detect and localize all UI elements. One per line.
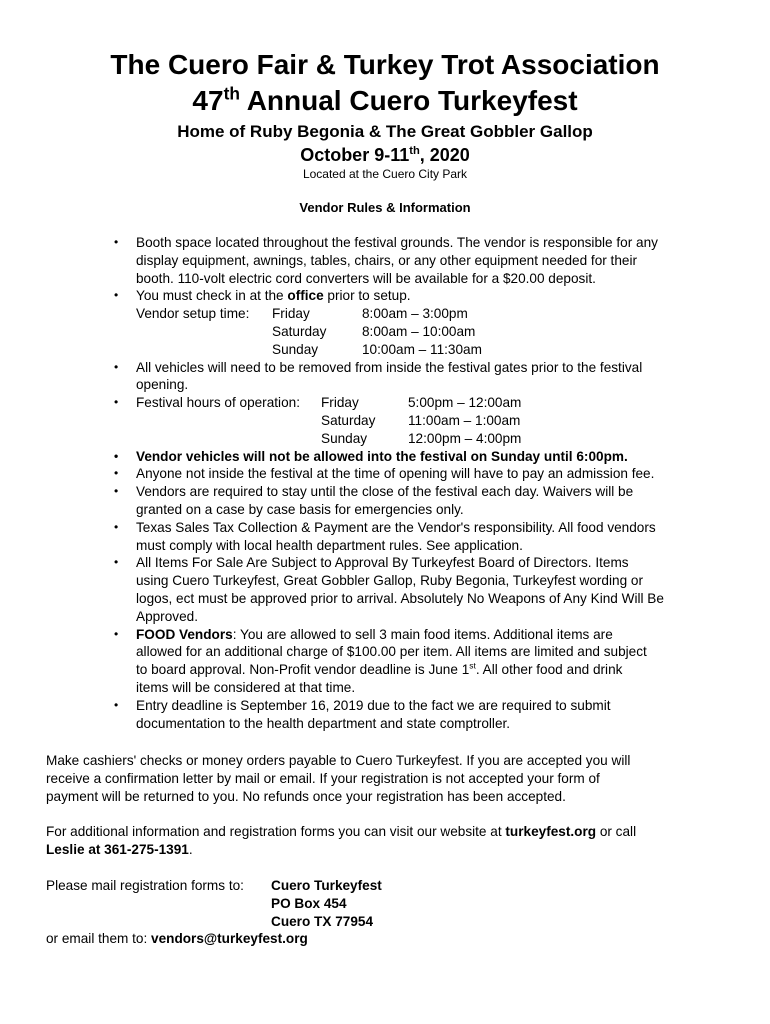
- spacer: [136, 412, 321, 430]
- rule-line: All vehicles will need to be removed from inside the festival gates prior to the festival: [136, 359, 643, 375]
- bullet-icon: •: [114, 484, 119, 499]
- edition-suffix: th: [223, 83, 240, 104]
- document-title: The Cuero Fair & Turkey Trot Association: [110, 49, 660, 80]
- dates-year: , 2020: [419, 145, 470, 165]
- rule-booth: [0, 234, 770, 287]
- contact-paragraph: [46, 823, 736, 859]
- paragraph-line: Make cashiers' checks or money orders payable to Cuero Turkeyfest. If you are accepted you will: [46, 753, 631, 768]
- dates-suffix: th: [409, 145, 420, 157]
- bullet-icon: •: [114, 466, 119, 481]
- contact-text-end: or call: [596, 824, 637, 839]
- rule-no-vehicles: [0, 448, 770, 466]
- setup-schedule-row: [136, 305, 728, 323]
- address-pobox: PO Box 454: [271, 895, 347, 911]
- hours-row: [136, 430, 728, 448]
- spacer: [136, 323, 272, 341]
- rule-admission: [0, 465, 770, 483]
- spacer: [136, 430, 321, 448]
- paragraph-line: [46, 823, 736, 841]
- rule-line: [136, 626, 728, 644]
- hours-time: 11:00am – 1:00am: [408, 412, 521, 428]
- hours-row: [136, 394, 728, 412]
- bullet-icon: •: [114, 555, 119, 570]
- rule-line: Texas Sales Tax Collection & Payment are the Vendor's responsibility. All food vendors: [136, 519, 656, 535]
- rule-checkin: [0, 287, 770, 358]
- setup-schedule-row: [136, 341, 728, 359]
- hours-label: Festival hours of operation:: [136, 395, 300, 411]
- rule-approval: [0, 554, 770, 625]
- website-link[interactable]: turkeyfest.org: [505, 824, 597, 839]
- food-text: : You are allowed to sell 3 main food items. Additional items are: [232, 626, 613, 642]
- setup-day: Friday: [272, 306, 310, 322]
- rule-line: Approved.: [136, 608, 198, 624]
- rule-line: opening.: [136, 377, 189, 393]
- setup-time: 8:00am – 3:00pm: [362, 306, 468, 322]
- food-deadline-suffix: st: [469, 660, 476, 671]
- email-label: or email them to:: [46, 931, 152, 947]
- rule-line: must comply with local health department rules. See application.: [136, 537, 523, 553]
- rule-line: Vendor vehicles will not be allowed into the festival on Sunday until 6:00pm.: [136, 448, 628, 464]
- rule-line: Anyone not inside the festival at the time of opening will have to pay an admission fee.: [136, 466, 655, 482]
- contact-text: For additional information and registration forms you can visit our website at: [46, 824, 506, 839]
- setup-time: 8:00am – 10:00am: [362, 323, 476, 339]
- bullet-icon: •: [114, 288, 119, 303]
- rule-hours: [0, 394, 770, 447]
- rule-line: display equipment, awnings, tables, chairs, or any other equipment needed for their: [136, 252, 637, 268]
- payment-paragraph: [46, 752, 736, 805]
- food-label: FOOD Vendors: [136, 626, 233, 642]
- rule-line: logos, ect must be approved prior to arrival. Absolutely No Weapons of Any Kind Will Be: [136, 590, 664, 606]
- setup-time: 10:00am – 11:30am: [362, 341, 482, 357]
- rule-deadline: [0, 697, 770, 733]
- spacer: [46, 913, 271, 931]
- period: .: [188, 841, 193, 857]
- hours-day: Sunday: [321, 430, 368, 446]
- rule-line: All Items For Sale Are Subject to Approval By Turkeyfest Board of Directors. Items: [136, 555, 629, 571]
- bullet-icon: •: [114, 697, 119, 712]
- email-link[interactable]: vendors@turkeyfest.org: [151, 931, 308, 947]
- address-row: [46, 913, 736, 931]
- hours-time: 12:00pm – 4:00pm: [408, 430, 522, 446]
- checkin-text-end: prior to setup.: [323, 288, 411, 304]
- bullet-icon: •: [114, 626, 119, 641]
- setup-schedule-row: [136, 323, 728, 341]
- rule-line: [136, 661, 728, 679]
- rules-list: [0, 234, 770, 732]
- rule-line: Entry deadline is September 16, 2019 due to the fact we are required to submit: [136, 697, 611, 713]
- hours-row: [136, 412, 728, 430]
- rule-line: documentation to the health department and state comptroller.: [136, 715, 511, 731]
- address-row: [46, 877, 736, 895]
- event-location: Located at the Cuero City Park: [302, 167, 468, 181]
- rule-stay: [0, 483, 770, 519]
- bullet-icon: •: [114, 395, 119, 410]
- mail-label: Please mail registration forms to:: [46, 878, 244, 893]
- checkin-office: office: [287, 288, 324, 304]
- rule-tax: [0, 519, 770, 555]
- event-dates: [0, 143, 770, 167]
- paragraph-line: [46, 841, 736, 859]
- edition-number: 47: [192, 85, 224, 116]
- hours-day: Friday: [321, 395, 359, 411]
- food-deadline-text: to board approval. Non-Profit vendor deadline is June 1: [136, 662, 470, 678]
- address-city: Cuero TX 77954: [271, 913, 373, 929]
- address-name: Cuero Turkeyfest: [271, 878, 382, 893]
- mail-paragraph: [46, 877, 736, 948]
- rule-line: booth. 110-volt electric cord converters will be available for a $20.00 deposit.: [136, 270, 596, 286]
- setup-label: Vendor setup time:: [136, 306, 250, 322]
- event-name: Annual Cuero Turkeyfest: [239, 85, 578, 116]
- phone-contact: Leslie at 361-275-1391: [46, 841, 189, 857]
- rule-line: using Cuero Turkeyfest, Great Gobbler Gallop, Ruby Begonia, Turkeyfest wording or: [136, 573, 643, 589]
- address-row: [46, 895, 736, 913]
- bullet-icon: •: [114, 359, 119, 374]
- paragraph-line: receive a confirmation letter by mail or email. If your registration is not accepted your form of: [46, 770, 600, 786]
- hours-time: 5:00pm – 12:00am: [408, 395, 522, 411]
- setup-day: Sunday: [272, 341, 319, 357]
- rule-food: [0, 626, 770, 697]
- dates-text: October 9-11: [300, 145, 410, 165]
- bullet-icon: •: [114, 235, 119, 249]
- checkin-text: You must check in at the: [136, 288, 288, 304]
- setup-day: Saturday: [272, 323, 327, 339]
- bullet-icon: •: [114, 519, 119, 534]
- rule-line: allowed for an additional charge of $100.00 per item. All items are limited and subject: [136, 644, 647, 660]
- paragraph-line: payment will be returned to you. No refunds once your registration has been accepted.: [46, 788, 566, 804]
- hours-day: Saturday: [321, 412, 376, 428]
- event-title: [0, 84, 770, 118]
- event-subtitle: Home of Ruby Begonia & The Great Gobbler Gallop: [177, 122, 593, 141]
- rule-line: Booth space located throughout the festival grounds. The vendor is responsible for any: [136, 235, 658, 250]
- spacer: [46, 895, 271, 913]
- spacer: [136, 341, 272, 359]
- rule-line: items will be considered at that time.: [136, 679, 356, 695]
- bullet-icon: •: [114, 448, 119, 463]
- rule-vehicles: [0, 359, 770, 395]
- rule-line: Vendors are required to stay until the close of the festival each day. Waivers will be: [136, 484, 634, 500]
- section-title: Vendor Rules & Information: [299, 200, 471, 215]
- rule-line: [136, 287, 728, 305]
- paragraph-line: [46, 930, 736, 948]
- food-deadline-rest: . All other food and drink: [475, 662, 623, 678]
- rule-line: granted on a case by case basis for emergencies only.: [136, 501, 464, 517]
